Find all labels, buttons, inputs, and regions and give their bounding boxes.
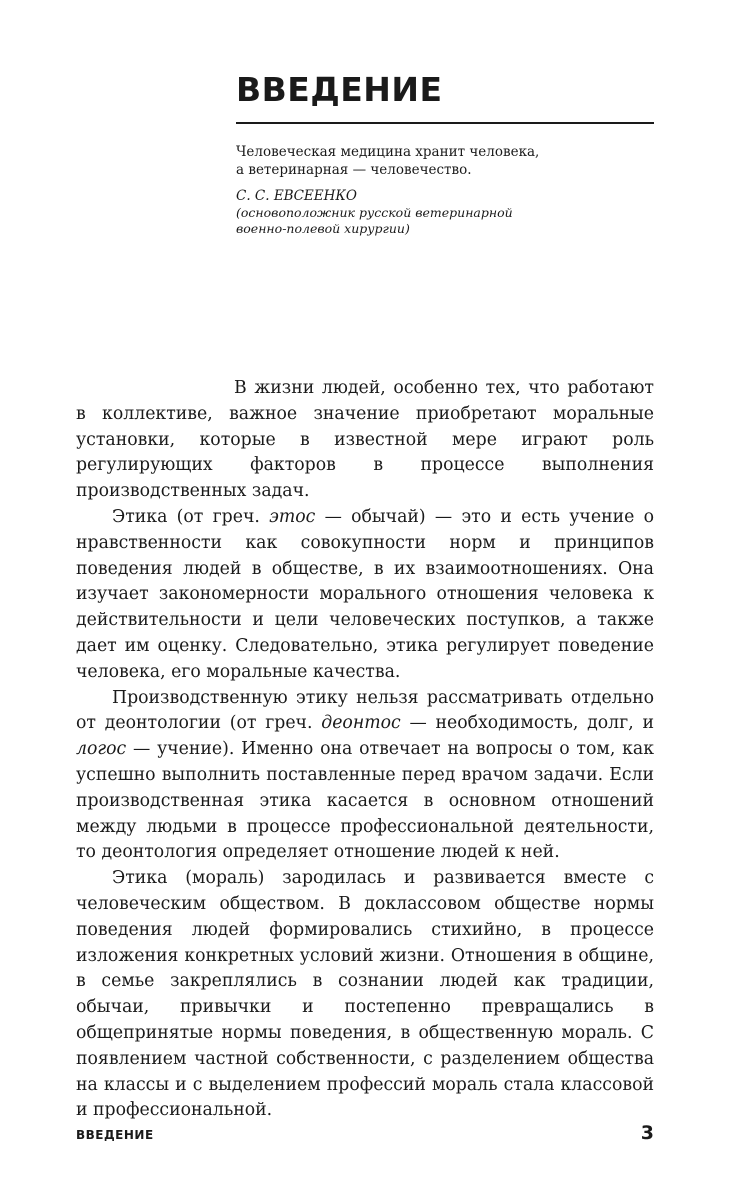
epigraph-author-note [236,205,656,237]
greek-term: этос [269,506,316,527]
epigraph [236,143,656,237]
greek-term: логос [76,739,127,760]
epigraph-quote-line: Человеческая медицина хранит человека, [236,144,540,160]
paragraph-text: Этика (от греч. [112,506,270,527]
title-rule [236,122,654,124]
paragraph-text: — обычай) — это и есть учение о нравственности как совокупности норм и принципов поведения людей в обществе, в их взаимоотношениях. Она изучает закономерности морального отношения человека к действительности и цели человеческих поступков, а также дает им оценку. Следовательно, этика регулирует поведение человека, его моральные качества. [76,506,654,682]
paragraph-3 [76,686,654,867]
paragraph-2 [76,505,654,686]
paragraph-1: В жизни людей, особенно тех, что работают в коллективе, важное значение приобретают моральные установки, которые в известной мере играют роль регулирующих факторов в процессе выполнения производственных задач. [76,378,654,502]
epigraph-note-line: (основоположник русской ветеринарной [236,205,513,220]
running-title: ВВЕДЕНИЕ [76,1128,154,1142]
paragraph-text: — учение). Именно она отвечает на вопросы о том, как успешно выполнить поставленные перед врачом задачи. Если производственная этика касается в основном отношений между людьми в процессе профессиональной деятельности, то деонтология определяет отношение людей к ней. [76,739,654,863]
epigraph-note-line: военно-полевой хирургии) [236,221,410,236]
epigraph-quote [236,143,656,179]
paragraph-text: Производственную этику нельзя рассматривать отдельно от деонтологии (от греч. [76,687,654,734]
paragraph-4: Этика (мораль) зародилась и развивается вместе с человеческим обществом. В доклассовом обществе нормы поведения людей формировались стихийно, в процессе изложения конкретных условий жизни. Отношения в общине, в семье закреплялись в сознании людей как традиции, обычаи, привычки и постепенно превращались в общепринятые нормы поведения, в общественную мораль. С появлением частной собственности, с разделением общества на классы и с выделением профессий мораль стала классовой и профессиональной. [76,868,654,1121]
greek-term: деонтос [321,713,401,734]
page-number: 3 [640,1122,654,1144]
paragraph-text: — необходимость, долг, и [400,713,654,734]
epigraph-author: С. С. ЕВСЕЕНКО [236,188,357,204]
chapter-title: ВВЕДЕНИЕ [236,70,443,109]
epigraph-quote-line: а ветеринарная — человечество. [236,162,472,178]
body-text [76,376,654,1124]
